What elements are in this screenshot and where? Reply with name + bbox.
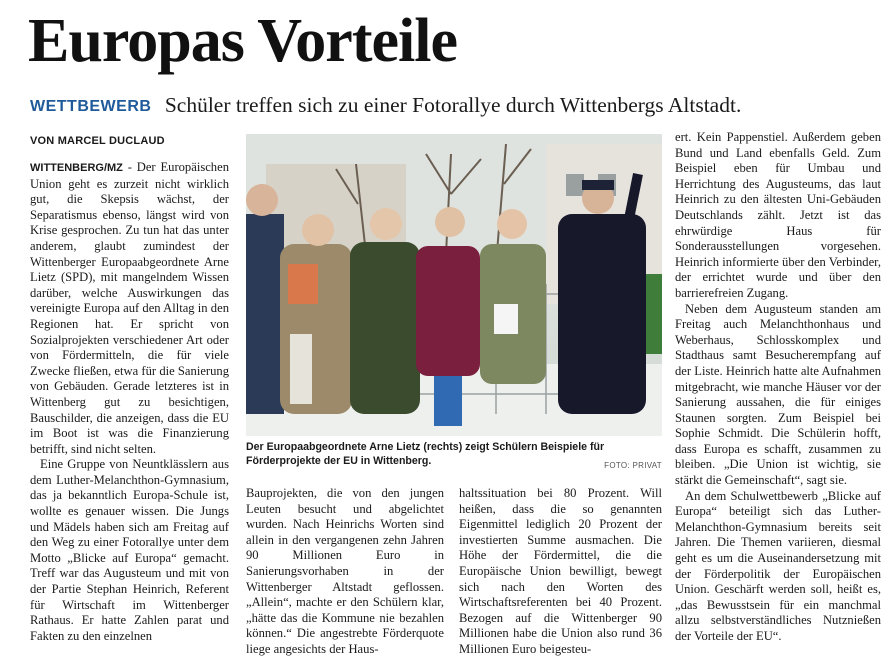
subheadline: Schüler treffen sich zu einer Fotorallye durch Wittenbergs Altstadt. — [164, 93, 742, 117]
headline: Europas Vorteile — [28, 7, 457, 75]
dateline: WITTENBERG/MZ — [30, 162, 123, 174]
paragraph: Bauprojekten, die von den jungen Leuten besucht und abgelichtet wurden. Nach Heinrichs Worten sind allein in den vergangenen zehn Jahren 90 Millionen Euro in Sanierungsvorhaben in der Wittenberger Altstadt geflossen. „Allein“, machte er den Schülern klar, „hätte das die Kommune nie bezahlen können.“ Die angestrebte Förderquote liege angesichts der Haus- — [246, 486, 444, 656]
article-photo — [246, 134, 662, 436]
photo-credit: FOTO: PRIVAT — [604, 461, 662, 470]
byline: VON MARCEL DUCLAUD — [30, 135, 165, 147]
paragraph: haltssituation bei 80 Prozent. Will heißen, dass die so genannten Eigenmittel lediglich 20 Prozent der investierten Summe ausmachen. Die Höhe der Fördermittel, die die Europäische Union bewilligt, bewegt sich nach den Worten des Wirtschaftsreferenten bei 40 Prozent. Bezogen auf die Wittenberger 90 Millionen habe die Union also rund 36 Millionen Euro beigesteu- — [459, 486, 662, 656]
photo-illustration — [246, 134, 662, 436]
paragraph: ert. Kein Pappenstiel. Außerdem geben Bund und Land ebenfalls Geld. Zum Beispiel eben für Umbau und Herrichtung des Augusteums, das laut Heinrich zu den ältesten Uni-Gebäuden Deutschlands zählt. Jetzt ist das ehrwürdige Haus für Sonderausstellungen vorgesehen. Heinrich informierte über den Verbinder, der errichtet wurde und über den barrierefreien Zugang. — [675, 130, 881, 300]
kicker-label: WETTBEWERB — [30, 98, 152, 115]
subheadline-row — [30, 92, 880, 120]
paragraph: Eine Gruppe von Neuntklässlern aus dem Luther-Melanchthon-Gymnasium, das ja bekanntlich Europa-Schule ist, wollte es genauer wissen. Die Jungs und Mädels haben sich am Freitag auf den Weg zu einer Fotorallye unter dem Motto „Blicke auf Europa“ gemacht. Treff war das Augusteum und mit von der Partie Stephan Heinrich, Referent für Wirtschaft im Wittenberger Rathaus. Er hatte Zahlen parat und Fakten zu den einzelnen — [30, 457, 229, 643]
paragraph-text: - Der Europäischen Union geht es zurzeit nicht wirklich gut, die Skepsis wächst, der Separatismus ebenso, längst wird von Krise gesprochen. Zu tun hat das unter anderem, glaubt zumindest der Wittenberger Europaabgeordnete Arne Lietz (SPD), mit mangelndem Wissen darüber, welche Auswirkungen das vereinigte Europa auf den Alltag in den Regionen hat. Er spricht von Sozialprojekten verschiedener Art oder von Fördermitteln, die für viele Zwecke fließen, etwa für die Sanierung von Gebäuden. Gerade letzteres ist in Wittenberg gut zu besichtigen, Bauschilder, die anzeigen, dass die EU im Boot ist was die Finanzierung betrifft, sind nicht selten. — [30, 160, 229, 456]
article-column-1 — [30, 160, 229, 644]
article-column-4 — [675, 130, 881, 645]
photo-caption: Der Europaabgeordnete Arne Lietz (rechts) zeigt Schülern Beispiele für Förderprojekte der EU in Wittenberg. — [246, 441, 605, 467]
paragraph — [30, 160, 229, 457]
paragraph: An dem Schulwettbewerb „Blicke auf Europa“ beteiligt sich das Luther-Melanchthon-Gymnasium bereits seit Jahren. Die Themen variieren, diesmal geht es um die Auseinandersetzung mit der Förderpolitik der Europäischen Union. Geschärft werden soll, heißt es, „das Bewusstsein für ein manchmal allzu selbstverständliches Nutznießen der Vorteile der EU“. — [675, 488, 881, 643]
article-column-3 — [459, 486, 662, 658]
article-column-2 — [246, 486, 444, 658]
paragraph: Neben dem Augusteum standen am Freitag auch Melanchthonhaus und Weberhaus, Schlosskomplex und Stadthaus samt Besucherempfang auf der Liste. Heinrich hatte alte Aufnahmen mitgebracht, wie manche Häuser vor der Sanierung aussahen, die für einiges Staunen sorgten. Zum Beispiel bei Sophie Schmidt. Die Schülerin hofft, dass Europa es schafft, zusammen zu bleiben. „Die Union ist wichtig, sie stärkt die Gemeinschaft“, sagt sie. — [675, 301, 881, 488]
